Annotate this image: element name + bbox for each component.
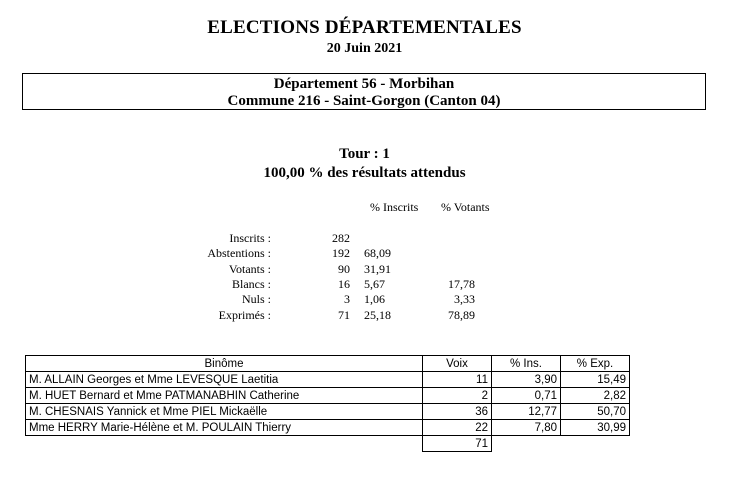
binome-cell: M. HUET Bernard et Mme PATMANABHIN Catherine: [26, 388, 423, 404]
binome-header: Binôme: [26, 356, 423, 372]
stat-pct-inscrits: 31,91: [364, 262, 391, 276]
binome-cell: M. ALLAIN Georges et Mme LEVESQUE Laetitia: [26, 372, 423, 388]
stat-value: 3: [344, 292, 350, 306]
expected-results-label: 100,00 % des résultats attendus: [263, 165, 466, 181]
stat-value: 282: [332, 231, 350, 245]
stat-value: 16: [338, 277, 350, 291]
results-table: [25, 355, 630, 452]
total-spacer: [492, 436, 561, 452]
table-row: [26, 404, 630, 420]
stat-pct-inscrits: 68,09: [364, 246, 391, 260]
stat-value: 71: [338, 308, 350, 322]
binome-cell: Mme HERRY Marie-Hélène et M. POULAIN Thierry: [26, 420, 423, 436]
pct-ins-cell: 3,90: [492, 372, 561, 388]
pct-ins-cell: 7,80: [492, 420, 561, 436]
election-date: 20 Juin 2021: [326, 41, 403, 56]
page-title: ELECTIONS DÉPARTEMENTALES: [207, 17, 522, 38]
pct-exp-cell: 15,49: [561, 372, 630, 388]
stat-pct-inscrits: 5,67: [364, 277, 385, 291]
table-total-row: [26, 436, 630, 452]
stat-pct-inscrits: 1,06: [364, 292, 385, 306]
stat-pct-inscrits: 25,18: [364, 308, 391, 322]
voix-cell: 36: [423, 404, 492, 420]
pct-ins-cell: 12,77: [492, 404, 561, 420]
location-box: [22, 73, 706, 110]
stat-label: Nuls :: [241, 292, 271, 306]
voix-cell: 2: [423, 388, 492, 404]
total-voix-cell: 71: [423, 436, 492, 452]
stat-label: Abstentions :: [207, 246, 271, 260]
table-header-row: [26, 356, 630, 372]
table-row: [26, 420, 630, 436]
department-label: Département 56 - Morbihan: [273, 76, 455, 92]
pct-votants-header: % Votants: [441, 200, 490, 214]
binome-cell: M. CHESNAIS Yannick et Mme PIEL Mickaëlle: [26, 404, 423, 420]
stat-pct-votants: 3,33: [454, 292, 475, 306]
pct-ins-cell: 0,71: [492, 388, 561, 404]
stat-pct-votants: 17,78: [448, 277, 475, 291]
total-spacer: [26, 436, 423, 452]
pct-exp-header: % Exp.: [561, 356, 630, 372]
pct-exp-cell: 30,99: [561, 420, 630, 436]
stat-label: Blancs :: [232, 277, 271, 291]
stat-value: 90: [338, 262, 350, 276]
pct-exp-cell: 2,82: [561, 388, 630, 404]
table-row: [26, 372, 630, 388]
stat-label: Inscrits :: [229, 231, 271, 245]
pct-inscrits-header: % Inscrits: [370, 200, 419, 214]
stat-value: 192: [332, 246, 350, 260]
stat-pct-votants: 78,89: [448, 308, 475, 322]
voix-header: Voix: [423, 356, 492, 372]
voix-cell: 11: [423, 372, 492, 388]
total-spacer: [561, 436, 630, 452]
stat-label: Exprimés :: [218, 308, 271, 322]
voix-cell: 22: [423, 420, 492, 436]
stat-label: Votants :: [228, 262, 271, 276]
pct-exp-cell: 50,70: [561, 404, 630, 420]
round-label: Tour : 1: [339, 146, 390, 162]
pct-ins-header: % Ins.: [492, 356, 561, 372]
commune-label: Commune 216 - Saint-Gorgon (Canton 04): [227, 93, 501, 109]
table-row: [26, 388, 630, 404]
